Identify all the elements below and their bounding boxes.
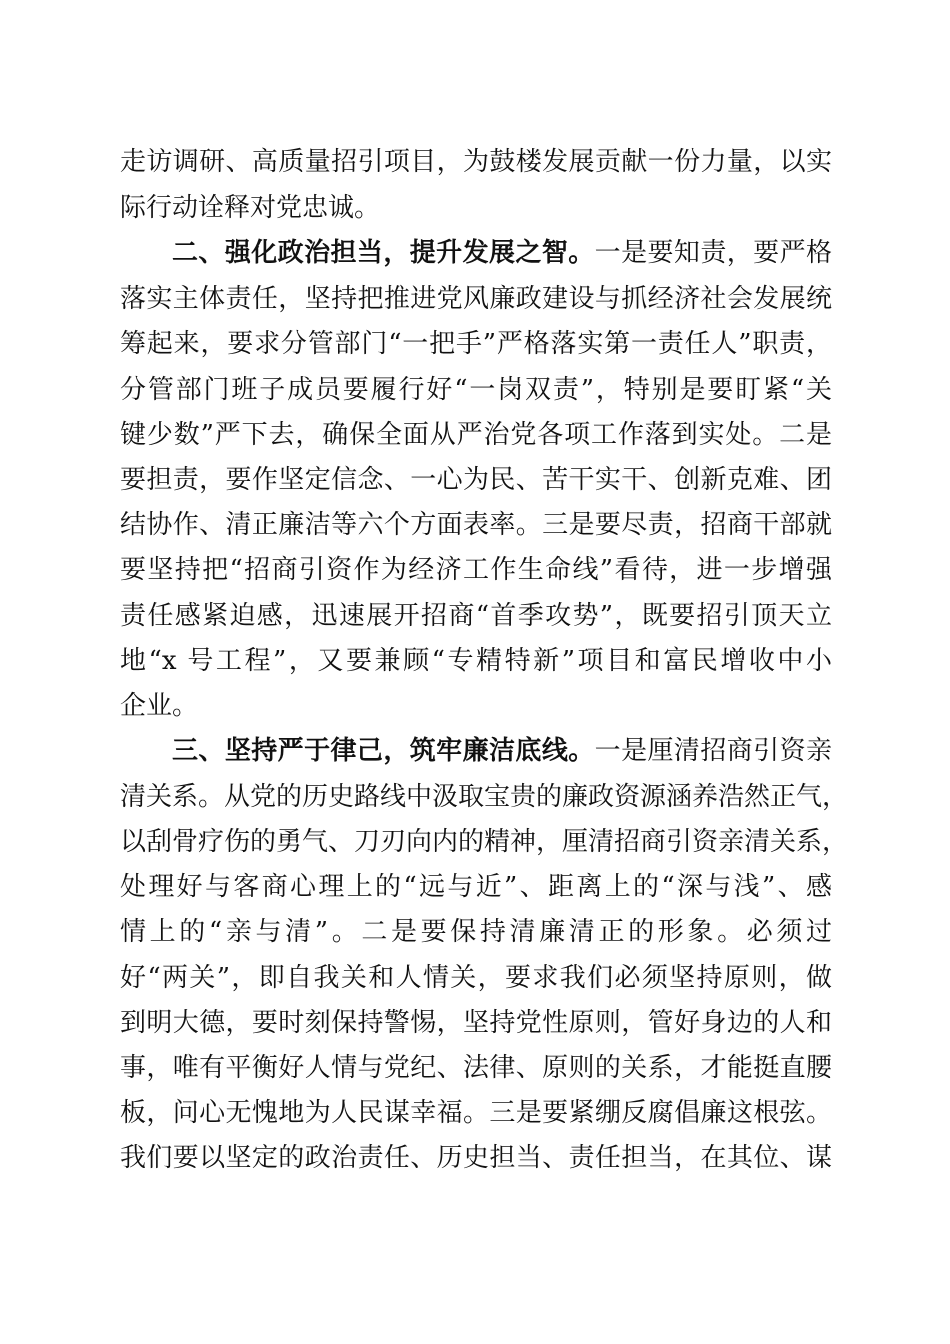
section2-line-9: 地“x 号工程”，又要兼顾“专精特新”项目和富民增收中小	[120, 646, 832, 676]
section2-line-10: 企业。	[120, 691, 199, 721]
section3-first-line	[172, 731, 832, 771]
section2-line-7: 要坚持把“招商引资作为经济工作生命线”看待，进一步增强	[120, 555, 832, 585]
section2-line-2: 筹起来，要求分管部门“一把手”严格落实第一责任人”职责，	[120, 329, 832, 359]
intro-line-2: 际行动诠释对党忠诚。	[120, 193, 381, 223]
section3-heading: 三、坚持严于律己，筑牢廉洁底线。	[172, 736, 595, 766]
section2-line-1: 落实主体责任，坚持把推进党风廉政建设与抓经济社会发展统	[120, 284, 832, 314]
section3-line-3: 处理好与客商心理上的“远与近”、距离上的“深与浅”、感	[120, 872, 832, 902]
section3-line-5: 好“两关”，即自我关和人情关，要求我们必须坚持原则，做	[120, 963, 832, 993]
section3-first-line-text: 一是厘清招商引资亲	[594, 736, 832, 766]
section2-line-8: 责任感紧迫感，迅速展开招商“首季攻势”，既要招引顶天立	[120, 601, 832, 631]
section3-line-4: 情上的“亲与清”。二是要保持清廉清正的形象。必须过	[120, 917, 832, 947]
section2-first-line	[172, 233, 832, 273]
section2-heading: 二、强化政治担当，提升发展之智。	[172, 238, 595, 268]
section3-line-9: 我们要以坚定的政治责任、历史担当、责任担当，在其位、谋	[120, 1143, 832, 1173]
section2-line-3: 分管部门班子成员要履行好“一岗双责”，特别是要盯紧“关	[120, 375, 832, 405]
section3-line-6: 到明大德，要时刻保持警惕，坚持党性原则，管好身边的人和	[120, 1008, 832, 1038]
section2-first-line-text: 一是要知责，要严格	[594, 238, 832, 268]
section3-line-1: 清关系。从党的历史路线中汲取宝贵的廉政资源涵养浩然正气，	[120, 782, 849, 812]
section3-line-8: 板，问心无愧地为人民谋幸福。三是要紧绷反腐倡廉这根弦。	[120, 1098, 832, 1128]
intro-line-1: 走访调研、高质量招引项目，为鼓楼发展贡献一份力量，以实	[120, 147, 832, 177]
section2-line-5: 要担责，要作坚定信念、一心为民、苦干实干、创新克难、团	[120, 465, 832, 495]
section2-line-6: 结协作、清正廉洁等六个方面表率。三是要尽责，招商干部就	[120, 510, 832, 540]
section2-line-4: 键少数”严下去，确保全面从严治党各项工作落到实处。二是	[120, 420, 832, 450]
section3-line-7: 事，唯有平衡好人情与党纪、法律、原则的关系，才能挺直腰	[120, 1053, 832, 1083]
section3-line-2: 以刮骨疗伤的勇气、刀刃向内的精神，厘清招商引资亲清关系，	[120, 827, 849, 857]
